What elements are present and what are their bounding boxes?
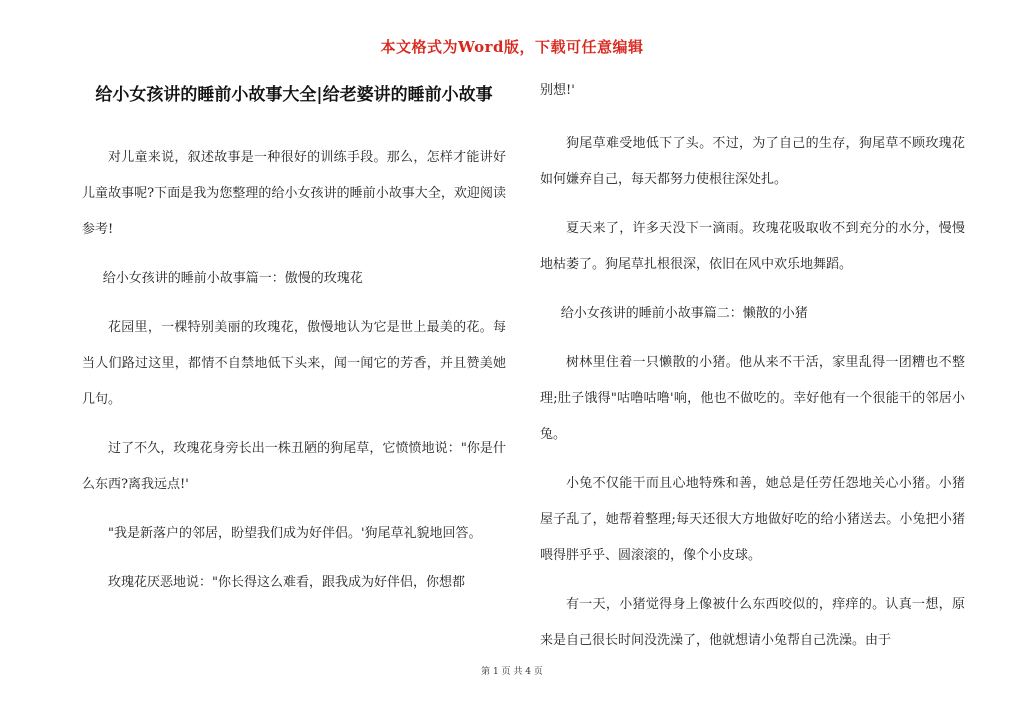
article-title: 给小女孩讲的睡前小故事大全|给老婆讲的睡前小故事 [95, 85, 493, 105]
paragraph: 花园里，一棵特别美丽的玫瑰花，傲慢地认为它是世上最美的花。每当人们路过这里，都情不自禁地低下头来，闻一闻它的芳香，并且赞美她几句。 [82, 320, 506, 407]
paragraph: 过了不久，玫瑰花身旁长出一株丑陋的狗尾草，它愤愤地说："你是什么东西?离我远点!' [82, 441, 506, 492]
paragraph: 树林里住着一只懒散的小猪。他从来不干活，家里乱得一团糟也不整理;肚子饿得"咕噜咕噜'响，他也不做吃的。幸好他有一个很能干的邻居小兔。 [540, 355, 965, 442]
paragraph: 小兔不仅能干而且心地特殊和善，她总是任劳任怨地关心小猪。小猪屋子乱了，她帮着整理;每天还很大方地做好吃的给小猪送去。小兔把小猪喂得胖乎乎、圆滚滚的，像个小皮球。 [540, 476, 965, 563]
paragraph: 玫瑰花厌恶地说："你长得这么难看，跟我成为好伴侣，你想都 [108, 575, 465, 590]
paragraph: "我是新落户的邻居，盼望我们成为好伴侣。'狗尾草礼貌地回答。 [108, 526, 482, 541]
paragraph: 狗尾草难受地低下了头。不过，为了自己的生存，狗尾草不顾玫瑰花如何嫌弃自己，每天都努力使根往深处扎。 [540, 136, 965, 187]
page-number: 第 1 页 共 4 页 [481, 667, 543, 677]
right-column [540, 78, 965, 672]
section-heading-2: 给小女孩讲的睡前小故事篇二：懒散的小猪 [560, 306, 808, 321]
paragraph: 夏天来了，许多天没下一滴雨。玫瑰花吸取收不到充分的水分，慢慢地枯萎了。狗尾草扎根很深，依旧在风中欢乐地舞蹈。 [540, 221, 965, 272]
paragraph-continued: 别想!' [540, 83, 575, 98]
download-banner: 本文格式为Word版，下载可任意编辑 [380, 38, 644, 56]
section-heading-1: 给小女孩讲的睡前小故事篇一：傲慢的玫瑰花 [102, 271, 363, 286]
left-column [82, 78, 506, 614]
intro-paragraph: 对儿童来说，叙述故事是一种很好的训练手段。那么，怎样才能讲好儿童故事呢?下面是我为您整理的给小女孩讲的睡前小故事大全，欢迎阅读参考! [82, 150, 506, 237]
paragraph: 有一天，小猪觉得身上像被什么东西咬似的，痒痒的。认真一想，原来是自己很长时间没洗澡了，他就想请小兔帮自己洗澡。由于 [540, 597, 965, 648]
